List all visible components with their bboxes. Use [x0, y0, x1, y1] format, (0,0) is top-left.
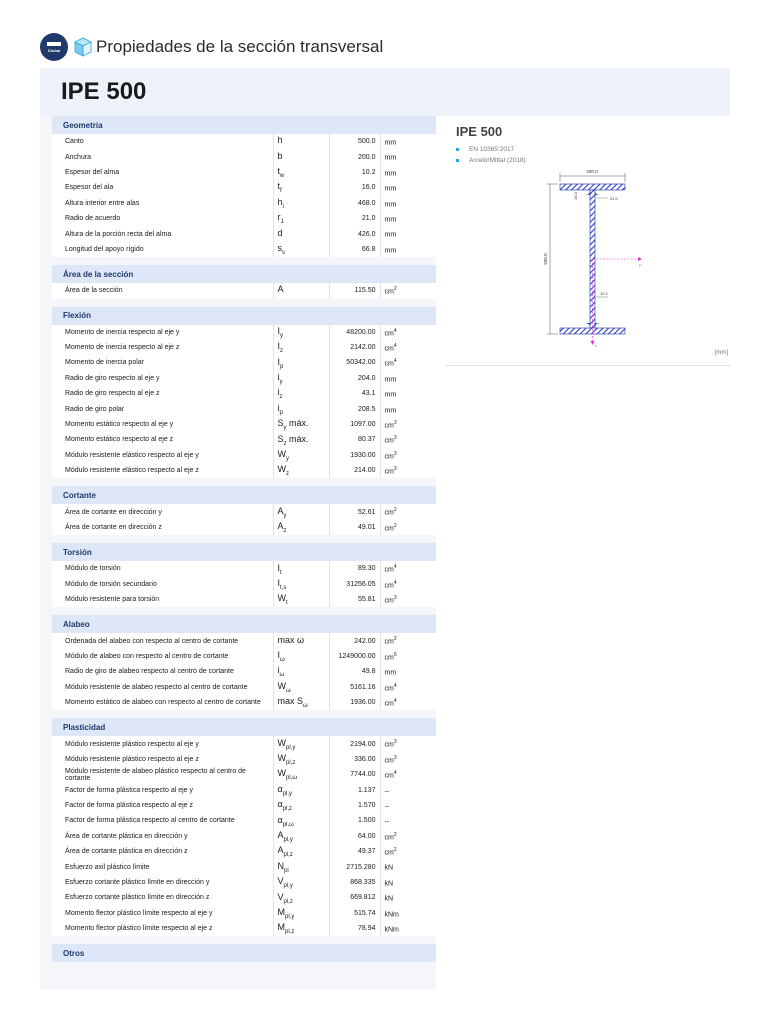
property-unit: $cm^6$ [380, 649, 436, 664]
property-symbol: $S_y$ máx. [273, 417, 329, 432]
property-row [52, 921, 436, 936]
property-value: 468.0 [329, 196, 380, 211]
group-spacer [52, 710, 436, 718]
property-value: 204.0 [329, 371, 380, 386]
property-unit: mm [380, 386, 436, 401]
property-row [52, 401, 436, 416]
property-value: 208.5 [329, 401, 380, 416]
property-value: 89.30 [329, 561, 380, 576]
property-name: Espesor del ala [52, 180, 273, 195]
property-symbol: $\alpha_{pl,z}$ [273, 798, 329, 813]
property-row [52, 180, 436, 195]
property-row [52, 386, 436, 401]
property-symbol: max ω [273, 633, 329, 648]
property-symbol: $W_{pl,y}$ [273, 736, 329, 751]
property-unit: mm [380, 180, 436, 195]
group-title: Geometría [52, 116, 436, 134]
property-row [52, 859, 436, 874]
property-row [52, 134, 436, 149]
property-row [52, 875, 436, 890]
cube-icon [74, 37, 92, 57]
property-unit: $cm^2$ [380, 829, 436, 844]
property-row [52, 783, 436, 798]
property-name: Área de cortante plástica en dirección z [52, 844, 273, 859]
group-title: Otros [52, 944, 436, 962]
group-spacer [52, 257, 436, 265]
app-header [40, 32, 383, 62]
width-dimension: 200.0 [586, 169, 598, 174]
property-name: Momento estático de alabeo con respecto al centro de cortante [52, 695, 273, 710]
group-header [52, 543, 436, 561]
property-unit: $cm^3$ [380, 736, 436, 751]
property-name: Módulo resistente plástico respecto al eje y [52, 736, 273, 751]
property-symbol: $I_z$ [273, 340, 329, 355]
property-row [52, 520, 436, 535]
property-unit: $cm^3$ [380, 752, 436, 767]
property-name: Módulo de torsión secundario [52, 577, 273, 592]
group-header [52, 944, 436, 962]
property-symbol: $I_{t,s}$ [273, 577, 329, 592]
property-symbol: b [273, 149, 329, 164]
property-row [52, 325, 436, 340]
property-row [52, 813, 436, 828]
property-row [52, 504, 436, 519]
property-symbol: $V_{pl,z}$ [273, 890, 329, 905]
property-name: Altura de la porción recta del alma [52, 226, 273, 241]
group-spacer [52, 478, 436, 486]
property-row [52, 695, 436, 710]
property-value: 49.8 [329, 664, 380, 679]
property-row [52, 752, 436, 767]
property-value: 49.37 [329, 844, 380, 859]
property-name: Esfuerzo axil plástico límite [52, 859, 273, 874]
property-value: 49.01 [329, 520, 380, 535]
property-value: 1.570 [329, 798, 380, 813]
property-row [52, 149, 436, 164]
property-value: 2142.00 [329, 340, 380, 355]
property-row [52, 649, 436, 664]
group-header [52, 486, 436, 504]
property-unit: $cm^4$ [380, 695, 436, 710]
property-name: Momento flector plástico límite respecto al eje y [52, 906, 273, 921]
reference-item: EN 10365:2017 [456, 144, 526, 155]
property-value: 669.812 [329, 890, 380, 905]
reference-item: ArcelorMittal (2018) [456, 155, 526, 166]
property-value: 1.500 [329, 813, 380, 828]
app-title: Propiedades de la sección transversal [96, 37, 384, 56]
property-symbol: $I_p$ [273, 355, 329, 370]
property-value: 5161.16 [329, 680, 380, 695]
property-name: Factor de forma plástica respecto al eje z [52, 798, 273, 813]
property-name: Área de la sección [52, 283, 273, 298]
property-name: Momento estático respecto al eje z [52, 432, 273, 447]
property-unit: $cm^2$ [380, 520, 436, 535]
property-row [52, 664, 436, 679]
property-unit: $cm^4$ [380, 680, 436, 695]
property-unit: $cm^4$ [380, 767, 436, 782]
property-row [52, 196, 436, 211]
property-unit: mm [380, 401, 436, 416]
property-symbol: $\max S_\omega$ [273, 695, 329, 710]
property-value: 48200.00 [329, 325, 380, 340]
property-row [52, 798, 436, 813]
property-symbol: $W_y$ [273, 448, 329, 463]
group-header [52, 307, 436, 325]
property-value: 200.0 [329, 149, 380, 164]
property-unit: kNm [380, 906, 436, 921]
property-name: Ordenada del alabeo con respecto al centro de cortante [52, 633, 273, 648]
property-symbol: $\alpha_{pl,y}$ [273, 783, 329, 798]
property-name: Radio de giro respecto al eje y [52, 371, 273, 386]
property-value: 868.335 [329, 875, 380, 890]
properties-panel [40, 116, 436, 990]
property-symbol: $W_\omega$ [273, 680, 329, 695]
property-name: Factor de forma plástica respecto al eje y [52, 783, 273, 798]
flange-dimension: 16.0 [573, 192, 578, 200]
property-value: 1097.00 [329, 417, 380, 432]
group-title: Plasticidad [52, 718, 436, 736]
property-symbol: $A_{pl,z}$ [273, 844, 329, 859]
property-unit: -- [380, 783, 436, 798]
property-unit: $cm^2$ [380, 283, 436, 298]
property-symbol: $M_{pl,y}$ [273, 906, 329, 921]
property-unit: $cm^2$ [380, 633, 436, 648]
property-value: 426.0 [329, 226, 380, 241]
property-unit: mm [380, 664, 436, 679]
property-value: 1936.00 [329, 695, 380, 710]
property-symbol: $W_z$ [273, 463, 329, 478]
property-value: 242.00 [329, 633, 380, 648]
property-row [52, 242, 436, 257]
reference-list [456, 144, 526, 166]
property-name: Área de cortante en dirección y [52, 504, 273, 519]
property-name: Módulo resistente elástico respecto al eje z [52, 463, 273, 478]
property-row [52, 561, 436, 576]
property-symbol: h [273, 134, 329, 149]
property-symbol: $I_y$ [273, 325, 329, 340]
property-name: Módulo resistente elástico respecto al eje y [52, 448, 273, 463]
group-header [52, 116, 436, 134]
property-symbol: $h_i$ [273, 196, 329, 211]
section-drawing [536, 168, 686, 348]
property-value: 52.61 [329, 504, 380, 519]
property-unit: mm [380, 149, 436, 164]
property-symbol: $M_{pl,z}$ [273, 921, 329, 936]
property-row [52, 371, 436, 386]
group-title: Cortante [52, 486, 436, 504]
property-symbol: $s_s$ [273, 242, 329, 257]
units-label: [mm] [714, 350, 728, 356]
property-value: 7744.00 [329, 767, 380, 782]
property-value: 214.00 [329, 463, 380, 478]
group-title: Alabeo [52, 615, 436, 633]
property-value: 2715.280 [329, 859, 380, 874]
property-row [52, 592, 436, 607]
property-name: Momento de inercia respecto al eje y [52, 325, 273, 340]
property-value: 115.50 [329, 283, 380, 298]
group-title: Flexión [52, 307, 436, 325]
properties-table [52, 116, 436, 962]
property-unit: mm [380, 371, 436, 386]
property-unit: mm [380, 242, 436, 257]
property-symbol: $A_{pl,y}$ [273, 829, 329, 844]
property-value: 66.8 [329, 242, 380, 257]
property-symbol: $W_t$ [273, 592, 329, 607]
property-row [52, 417, 436, 432]
property-unit: $cm^3$ [380, 417, 436, 432]
property-symbol: $W_{pl,\omega}$ [273, 767, 329, 782]
property-row [52, 226, 436, 241]
property-name: Esfuerzo cortante plástico límite en dirección z [52, 890, 273, 905]
property-row [52, 355, 436, 370]
property-name: Momento flector plástico límite respecto al eje z [52, 921, 273, 936]
property-value: 10.2 [329, 165, 380, 180]
property-name: Radio de giro de alabeo respecto al centro de cortante [52, 664, 273, 679]
property-name: Esfuerzo cortante plástico límite en dirección y [52, 875, 273, 890]
property-value: 55.81 [329, 592, 380, 607]
property-row [52, 211, 436, 226]
property-name: Módulo resistente de alabeo plástico respecto al centro de cortante [52, 767, 273, 782]
group-header [52, 718, 436, 736]
bullet-icon [456, 148, 459, 151]
property-value: 1249000.00 [329, 649, 380, 664]
property-symbol: $i_\omega$ [273, 664, 329, 679]
property-unit: mm [380, 165, 436, 180]
property-name: Módulo de alabeo con respecto al centro de cortante [52, 649, 273, 664]
property-symbol: $S_z$ máx. [273, 432, 329, 447]
property-row [52, 844, 436, 859]
property-name: Módulo de torsión [52, 561, 273, 576]
property-row [52, 829, 436, 844]
property-value: 2194.00 [329, 736, 380, 751]
property-unit: $cm^2$ [380, 504, 436, 519]
radius-dimension: 21.0 [610, 196, 618, 201]
group-spacer [52, 535, 436, 543]
group-title: Área de la sección [52, 265, 436, 283]
preview-title: IPE 500 [456, 124, 503, 139]
property-value: 43.1 [329, 386, 380, 401]
group-spacer [52, 936, 436, 944]
property-row [52, 767, 436, 782]
property-unit: $cm^4$ [380, 577, 436, 592]
property-row [52, 577, 436, 592]
property-value: 78.94 [329, 921, 380, 936]
property-name: Longitud del apoyo rígido [52, 242, 273, 257]
property-value: 31256.05 [329, 577, 380, 592]
property-unit: -- [380, 798, 436, 813]
property-row [52, 165, 436, 180]
y-axis-label: y [639, 263, 641, 267]
property-row [52, 283, 436, 298]
property-name: Anchura [52, 149, 273, 164]
property-name: Módulo resistente para torsión [52, 592, 273, 607]
property-symbol: $A_y$ [273, 504, 329, 519]
property-symbol: $I_\omega$ [273, 649, 329, 664]
property-symbol: $t_w$ [273, 165, 329, 180]
property-unit: kN [380, 875, 436, 890]
coordinate-axes [591, 257, 643, 348]
web-dimension: 10.2 [600, 291, 608, 296]
section-preview-panel [446, 116, 730, 366]
property-unit: $cm^4$ [380, 561, 436, 576]
property-symbol: $i_p$ [273, 401, 329, 416]
property-row [52, 633, 436, 648]
property-row [52, 680, 436, 695]
property-unit: kN [380, 890, 436, 905]
group-header [52, 265, 436, 283]
property-unit: mm [380, 211, 436, 226]
property-unit: mm [380, 196, 436, 211]
section-title-bar [40, 68, 730, 116]
z-axis-label: z [595, 344, 597, 348]
property-symbol: $I_t$ [273, 561, 329, 576]
property-unit: mm [380, 134, 436, 149]
property-name: Módulo resistente plástico respecto al eje z [52, 752, 273, 767]
property-unit: $cm^3$ [380, 592, 436, 607]
property-name: Momento de inercia polar [52, 355, 273, 370]
property-unit: $cm^3$ [380, 448, 436, 463]
bullet-icon [456, 159, 459, 162]
property-name: Canto [52, 134, 273, 149]
property-name: Radio de giro respecto al eje z [52, 386, 273, 401]
property-unit: kN [380, 859, 436, 874]
property-name: Momento de inercia respecto al eje z [52, 340, 273, 355]
property-symbol: $i_y$ [273, 371, 329, 386]
property-unit: mm [380, 226, 436, 241]
property-symbol: $\alpha_{pl,\omega}$ [273, 813, 329, 828]
property-name: Radio de acuerdo [52, 211, 273, 226]
property-unit: $cm^3$ [380, 463, 436, 478]
property-row [52, 448, 436, 463]
property-value: 50342.00 [329, 355, 380, 370]
property-symbol: A [273, 283, 329, 298]
property-value: 1.137 [329, 783, 380, 798]
property-unit: $cm^2$ [380, 844, 436, 859]
property-value: 16.0 [329, 180, 380, 195]
property-value: 64.00 [329, 829, 380, 844]
property-symbol: $N_{pl}$ [273, 859, 329, 874]
property-name: Espesor del alma [52, 165, 273, 180]
property-unit: -- [380, 813, 436, 828]
property-row [52, 890, 436, 905]
group-title: Torsión [52, 543, 436, 561]
property-row [52, 463, 436, 478]
property-symbol: $t_f$ [273, 180, 329, 195]
property-name: Módulo resistente de alabeo respecto al centro de cortante [52, 680, 273, 695]
dlubal-logo: Dlubal [40, 33, 68, 61]
property-value: 1930.00 [329, 448, 380, 463]
property-name: Radio de giro polar [52, 401, 273, 416]
property-symbol: d [273, 226, 329, 241]
property-unit: $cm^3$ [380, 432, 436, 447]
property-row [52, 736, 436, 751]
property-unit: $cm^4$ [380, 325, 436, 340]
property-symbol: $A_z$ [273, 520, 329, 535]
property-symbol: $W_{pl,z}$ [273, 752, 329, 767]
property-name: Momento estático respecto al eje y [52, 417, 273, 432]
property-unit: $cm^4$ [380, 355, 436, 370]
group-header [52, 615, 436, 633]
property-name: Área de cortante en dirección z [52, 520, 273, 535]
property-row [52, 906, 436, 921]
property-unit: kNm [380, 921, 436, 936]
property-value: 500.0 [329, 134, 380, 149]
property-name: Altura interior entre alas [52, 196, 273, 211]
group-spacer [52, 299, 436, 307]
property-unit: $cm^4$ [380, 340, 436, 355]
property-row [52, 340, 436, 355]
property-value: 336.00 [329, 752, 380, 767]
height-dimension: 500.0 [543, 253, 548, 265]
property-row [52, 432, 436, 447]
property-symbol: $V_{pl,y}$ [273, 875, 329, 890]
property-value: 80.37 [329, 432, 380, 447]
property-value: 21.0 [329, 211, 380, 226]
section-name: IPE 500 [61, 78, 147, 105]
property-name: Área de cortante plástica en dirección y [52, 829, 273, 844]
group-spacer [52, 607, 436, 615]
property-value: 515.74 [329, 906, 380, 921]
property-symbol: $r_1$ [273, 211, 329, 226]
property-symbol: $i_z$ [273, 386, 329, 401]
property-name: Factor de forma plástica respecto al centro de cortante [52, 813, 273, 828]
